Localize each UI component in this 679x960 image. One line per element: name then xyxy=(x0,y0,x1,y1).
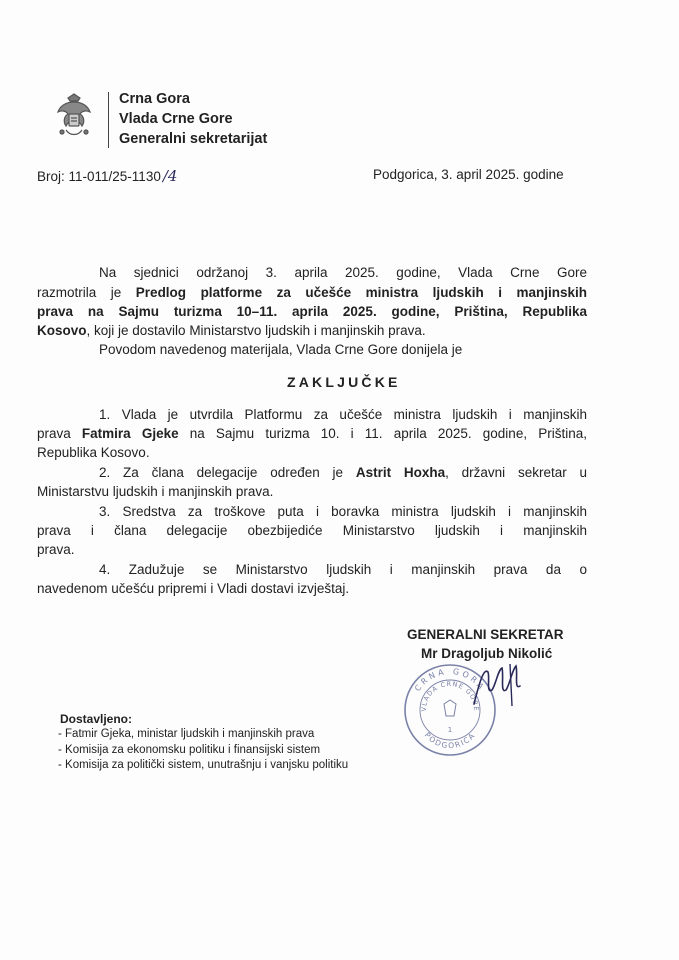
intro-line-4-bold: Kosovo xyxy=(37,323,87,338)
place-date: Podgorica, 3. april 2025. godine xyxy=(373,167,564,182)
conclusion-2-line-1-rest: , državni sekretar u xyxy=(445,465,588,480)
intro-line-2-start: razmotrila je xyxy=(37,285,136,300)
signatory-name: Mr Dragoljub Nikolić xyxy=(421,646,553,661)
signature-block xyxy=(407,625,564,663)
stamp-top-text: CRNA GORA xyxy=(412,666,488,694)
list-item: - Komisija za politički sistem, unutrašnju i vanjsku politiku xyxy=(58,758,348,774)
issuer-header xyxy=(119,89,267,149)
intro-line-4 xyxy=(37,321,587,341)
handwritten-signature-icon xyxy=(470,660,530,710)
signatory-role: GENERALNI SEKRETAR xyxy=(407,627,564,642)
conclusion-3-line-2: prava i člana delegacije obezbijediće Ministarstvo ljudskih i manjinskih xyxy=(37,523,587,538)
coat-of-arms-icon xyxy=(54,92,94,140)
intro-line-1: Na sjednici održanoj 3. aprila 2025. godine, Vlada Crne Gore xyxy=(99,265,587,280)
header-secretariat: Generalni sekretarijat xyxy=(119,131,268,147)
intro-line-3: prava na Sajmu turizma 10–11. aprila 2025. godine, Priština, Republika xyxy=(37,304,587,319)
conclusion-2-line-2: Ministarstvu ljudskih i manjinskih prava. xyxy=(37,484,274,499)
distribution-title: Dostavljeno: xyxy=(60,712,133,726)
intro-line-5: Povodom navedenog materijala, Vlada Crne Gore donijela je xyxy=(99,342,463,357)
conclusion-4-line-1: 4. Zadužuje se Ministarstvo ljudskih i manjinskih prava da o xyxy=(99,562,587,577)
minister-name: Fatmira Gjeke xyxy=(81,426,179,441)
stamp-bottom-text: PODGORICA xyxy=(422,730,478,751)
intro-line-4-rest: , koji je dostavilo Ministarstvo ljudskih i manjinskih prava. xyxy=(86,323,426,338)
conclusion-2-line-1-start: 2. Za člana delegacije određen je xyxy=(99,465,356,480)
conclusion-3-line-3: prava. xyxy=(37,542,75,557)
intro-line-2-bold: Predlog platforme za učešće ministra ljudskih i manjinskih xyxy=(135,285,587,300)
distribution-list xyxy=(58,727,348,774)
conclusion-1-line-2-rest: na Sajmu turizma 10. i 11. aprila 2025. godine, Priština, xyxy=(178,426,587,441)
conclusions-title: ZAKLJUČKE xyxy=(287,374,401,390)
delegate-name: Astrit Hoxha xyxy=(355,465,446,480)
conclusion-1-line-2-start: prava xyxy=(37,426,82,441)
reference-number xyxy=(37,167,177,185)
header-divider xyxy=(108,92,109,148)
conclusion-1-line-3: Republika Kosovo. xyxy=(37,445,150,460)
stamp-inner-text: VLADA CRNE GORE xyxy=(419,679,481,712)
handwritten-suffix: /4 xyxy=(162,167,178,185)
conclusion-3-line-1: 3. Sredstva za troškove puta i boravka ministra ljudskih i manjinskih xyxy=(99,504,587,519)
header-country: Crna Gora xyxy=(119,91,190,107)
reference-label: Broj: 11-011/25-1130 xyxy=(37,169,161,184)
header-government: Vlada Crne Gore xyxy=(119,111,233,127)
intro-line-2 xyxy=(37,283,587,303)
conclusion-2-line-1 xyxy=(99,463,587,483)
list-item: - Komisija za ekonomsku politiku i finansijski sistem xyxy=(58,743,348,759)
conclusion-4-line-2: navedenom učešću pripremi i Vladi dostavi izvještaj. xyxy=(37,581,350,596)
list-item: - Fatmir Gjeka, ministar ljudskih i manjinskih prava xyxy=(58,727,348,743)
stamp-number: 1 xyxy=(447,726,453,734)
conclusion-1-line-2 xyxy=(37,424,587,444)
conclusion-1-line-1: 1. Vlada je utvrdila Platformu za učešće ministra ljudskih i manjinskih xyxy=(99,407,587,422)
